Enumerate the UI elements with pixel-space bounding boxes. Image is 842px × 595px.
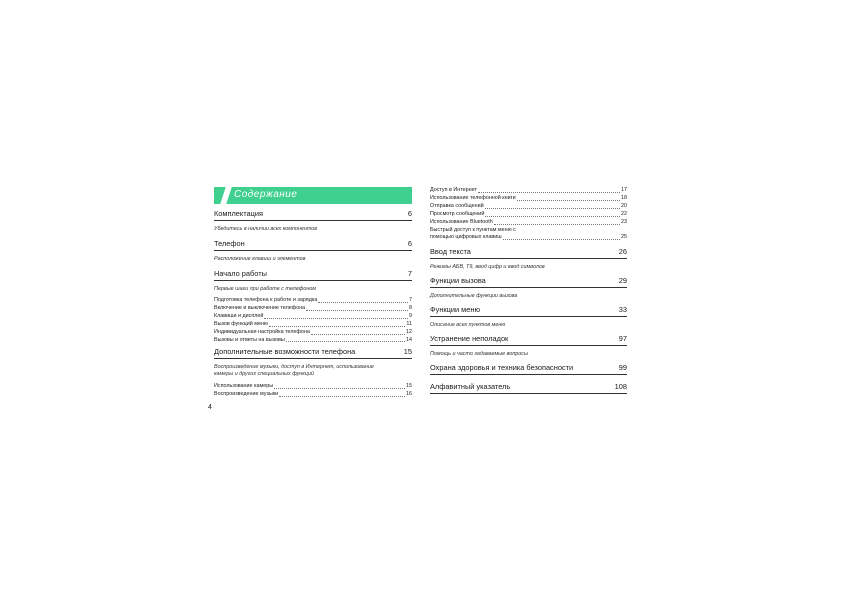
entry-label: Воспроизведение музыки [214, 391, 279, 398]
entry-page: 16 [406, 391, 412, 398]
toc-entry[interactable] [214, 337, 412, 345]
leader-dots [503, 239, 620, 240]
section-title: Дополнительные возможности телефона [214, 347, 356, 357]
entry-page: 22 [621, 210, 627, 217]
toc-section-alfavit[interactable] [430, 382, 627, 394]
toc-entry[interactable] [214, 391, 412, 399]
entry-label-line1: Быстрый доступ к пунктам меню с [430, 226, 516, 233]
entry-page: 25 [621, 234, 627, 241]
toc-entry[interactable] [214, 297, 412, 305]
toc-section-komplektatsiya[interactable] [214, 209, 412, 221]
section-description: Расположение клавиш и элементов [214, 256, 306, 262]
entry-page: 23 [621, 218, 627, 225]
section-title: Ввод текста [430, 247, 471, 257]
entry-page: 8 [409, 304, 412, 311]
leader-dots [311, 334, 405, 335]
toc-entry[interactable] [430, 219, 627, 227]
section-page: 26 [618, 247, 627, 257]
toc-section-dop[interactable] [214, 347, 412, 359]
toc-title: Содержание [234, 189, 298, 200]
entry-label: Вызовы и ответы на вызовы [214, 336, 285, 343]
entry-label: Включение и выключение телефона [214, 304, 306, 311]
section-title: Устранение неполадок [430, 334, 509, 344]
leader-dots [517, 200, 620, 201]
section-page: 108 [614, 382, 627, 392]
section-title: Функции меню [430, 305, 480, 315]
toc-entry[interactable] [430, 187, 627, 195]
entry-page: 12 [406, 328, 412, 335]
toc-section-vvod[interactable] [430, 247, 627, 259]
toc-banner [214, 187, 412, 204]
section-title: Начало работы [214, 269, 267, 278]
section-page: 99 [618, 363, 627, 373]
section-description: Режимы АБВ, T9, ввод цифр и ввод символов [430, 264, 545, 271]
entry-label: Использование телефонной книги [430, 194, 516, 201]
entry-page: 7 [409, 297, 412, 303]
toc-entry[interactable] [430, 195, 627, 203]
leader-dots [485, 216, 620, 217]
entry-page: 14 [406, 336, 412, 343]
toc-right-column [430, 187, 627, 394]
section-page: 33 [618, 305, 627, 315]
section-description: Описание всех пунктов меню [430, 322, 506, 329]
section-title: Алфавитный указатель [430, 382, 511, 392]
toc-section-ohrana[interactable] [430, 363, 627, 375]
leader-dots [494, 224, 620, 225]
entry-page: 18 [621, 194, 627, 201]
section-page: 7 [407, 269, 412, 278]
section-page: 15 [403, 347, 412, 357]
leader-dots [264, 318, 408, 319]
leader-dots [485, 208, 620, 209]
leader-dots [318, 302, 408, 303]
section-title: Охрана здоровья и техника безопасности [430, 363, 574, 373]
section-description: Первые шаги при работе с телефоном [214, 286, 316, 292]
section-description: Помощь и часто задаваемые вопросы [430, 351, 528, 358]
toc-entry[interactable] [214, 313, 412, 321]
entry-label: Клавиши и дисплей [214, 312, 264, 319]
toc-entry[interactable] [214, 383, 412, 391]
toc-section-ustranenie[interactable] [430, 334, 627, 346]
entry-label: Вызов функций меню [214, 320, 268, 327]
entry-page: 11 [406, 320, 412, 327]
entry-label: Отправка сообщений [430, 202, 484, 209]
toc-entry[interactable] [214, 329, 412, 337]
leader-dots [274, 388, 405, 389]
leader-dots [306, 310, 408, 311]
entry-label: Использование Bluetooth [430, 218, 493, 225]
entry-label: Просмотр сообщений [430, 210, 485, 217]
toc-entry[interactable] [214, 321, 412, 329]
toc-left-column [214, 187, 412, 399]
toc-section-telefon[interactable] [214, 239, 412, 251]
leader-dots [279, 396, 405, 397]
section-page: 97 [618, 334, 627, 344]
section-title: Телефон [214, 239, 245, 248]
section-description-line2: камеры и других специальных функций [214, 371, 314, 378]
section-description: Убедитесь в наличии всех компонентов [214, 226, 318, 232]
entry-label: Доступ в Интернет [430, 187, 477, 193]
leader-dots [286, 341, 405, 342]
section-page: 29 [618, 276, 627, 286]
entry-page: 20 [621, 202, 627, 209]
leader-dots [478, 192, 620, 193]
entry-label: Индивидуальная настройка телефона [214, 328, 310, 335]
banner-slash-decoration [220, 186, 232, 205]
toc-section-nachalo[interactable] [214, 269, 412, 281]
entry-label: Подготовка телефона к работе и зарядка [214, 297, 318, 303]
entry-page: 15 [406, 383, 412, 390]
entry-label: Использование камеры [214, 383, 274, 390]
entry-page: 9 [409, 312, 412, 319]
toc-entry[interactable] [430, 203, 627, 211]
section-title: Комплектация [214, 209, 264, 218]
section-title: Функции вызова [430, 276, 486, 286]
toc-section-vyzov[interactable] [430, 276, 627, 288]
toc-entry-multiline[interactable] [430, 227, 627, 243]
entry-label-line2: помощью цифровых клавиш [430, 234, 502, 241]
section-page: 6 [407, 239, 412, 248]
toc-section-menu[interactable] [430, 305, 627, 317]
leader-dots [269, 326, 405, 327]
entry-page: 17 [621, 187, 627, 193]
section-description-line1: Воспроизведение музыки, доступ в Интернет, использование [214, 364, 374, 371]
page-number: 4 [208, 404, 212, 411]
toc-entry[interactable] [214, 305, 412, 313]
toc-entry[interactable] [430, 211, 627, 219]
section-description: Дополнительные функции вызова [430, 293, 518, 300]
section-page: 6 [407, 209, 412, 218]
